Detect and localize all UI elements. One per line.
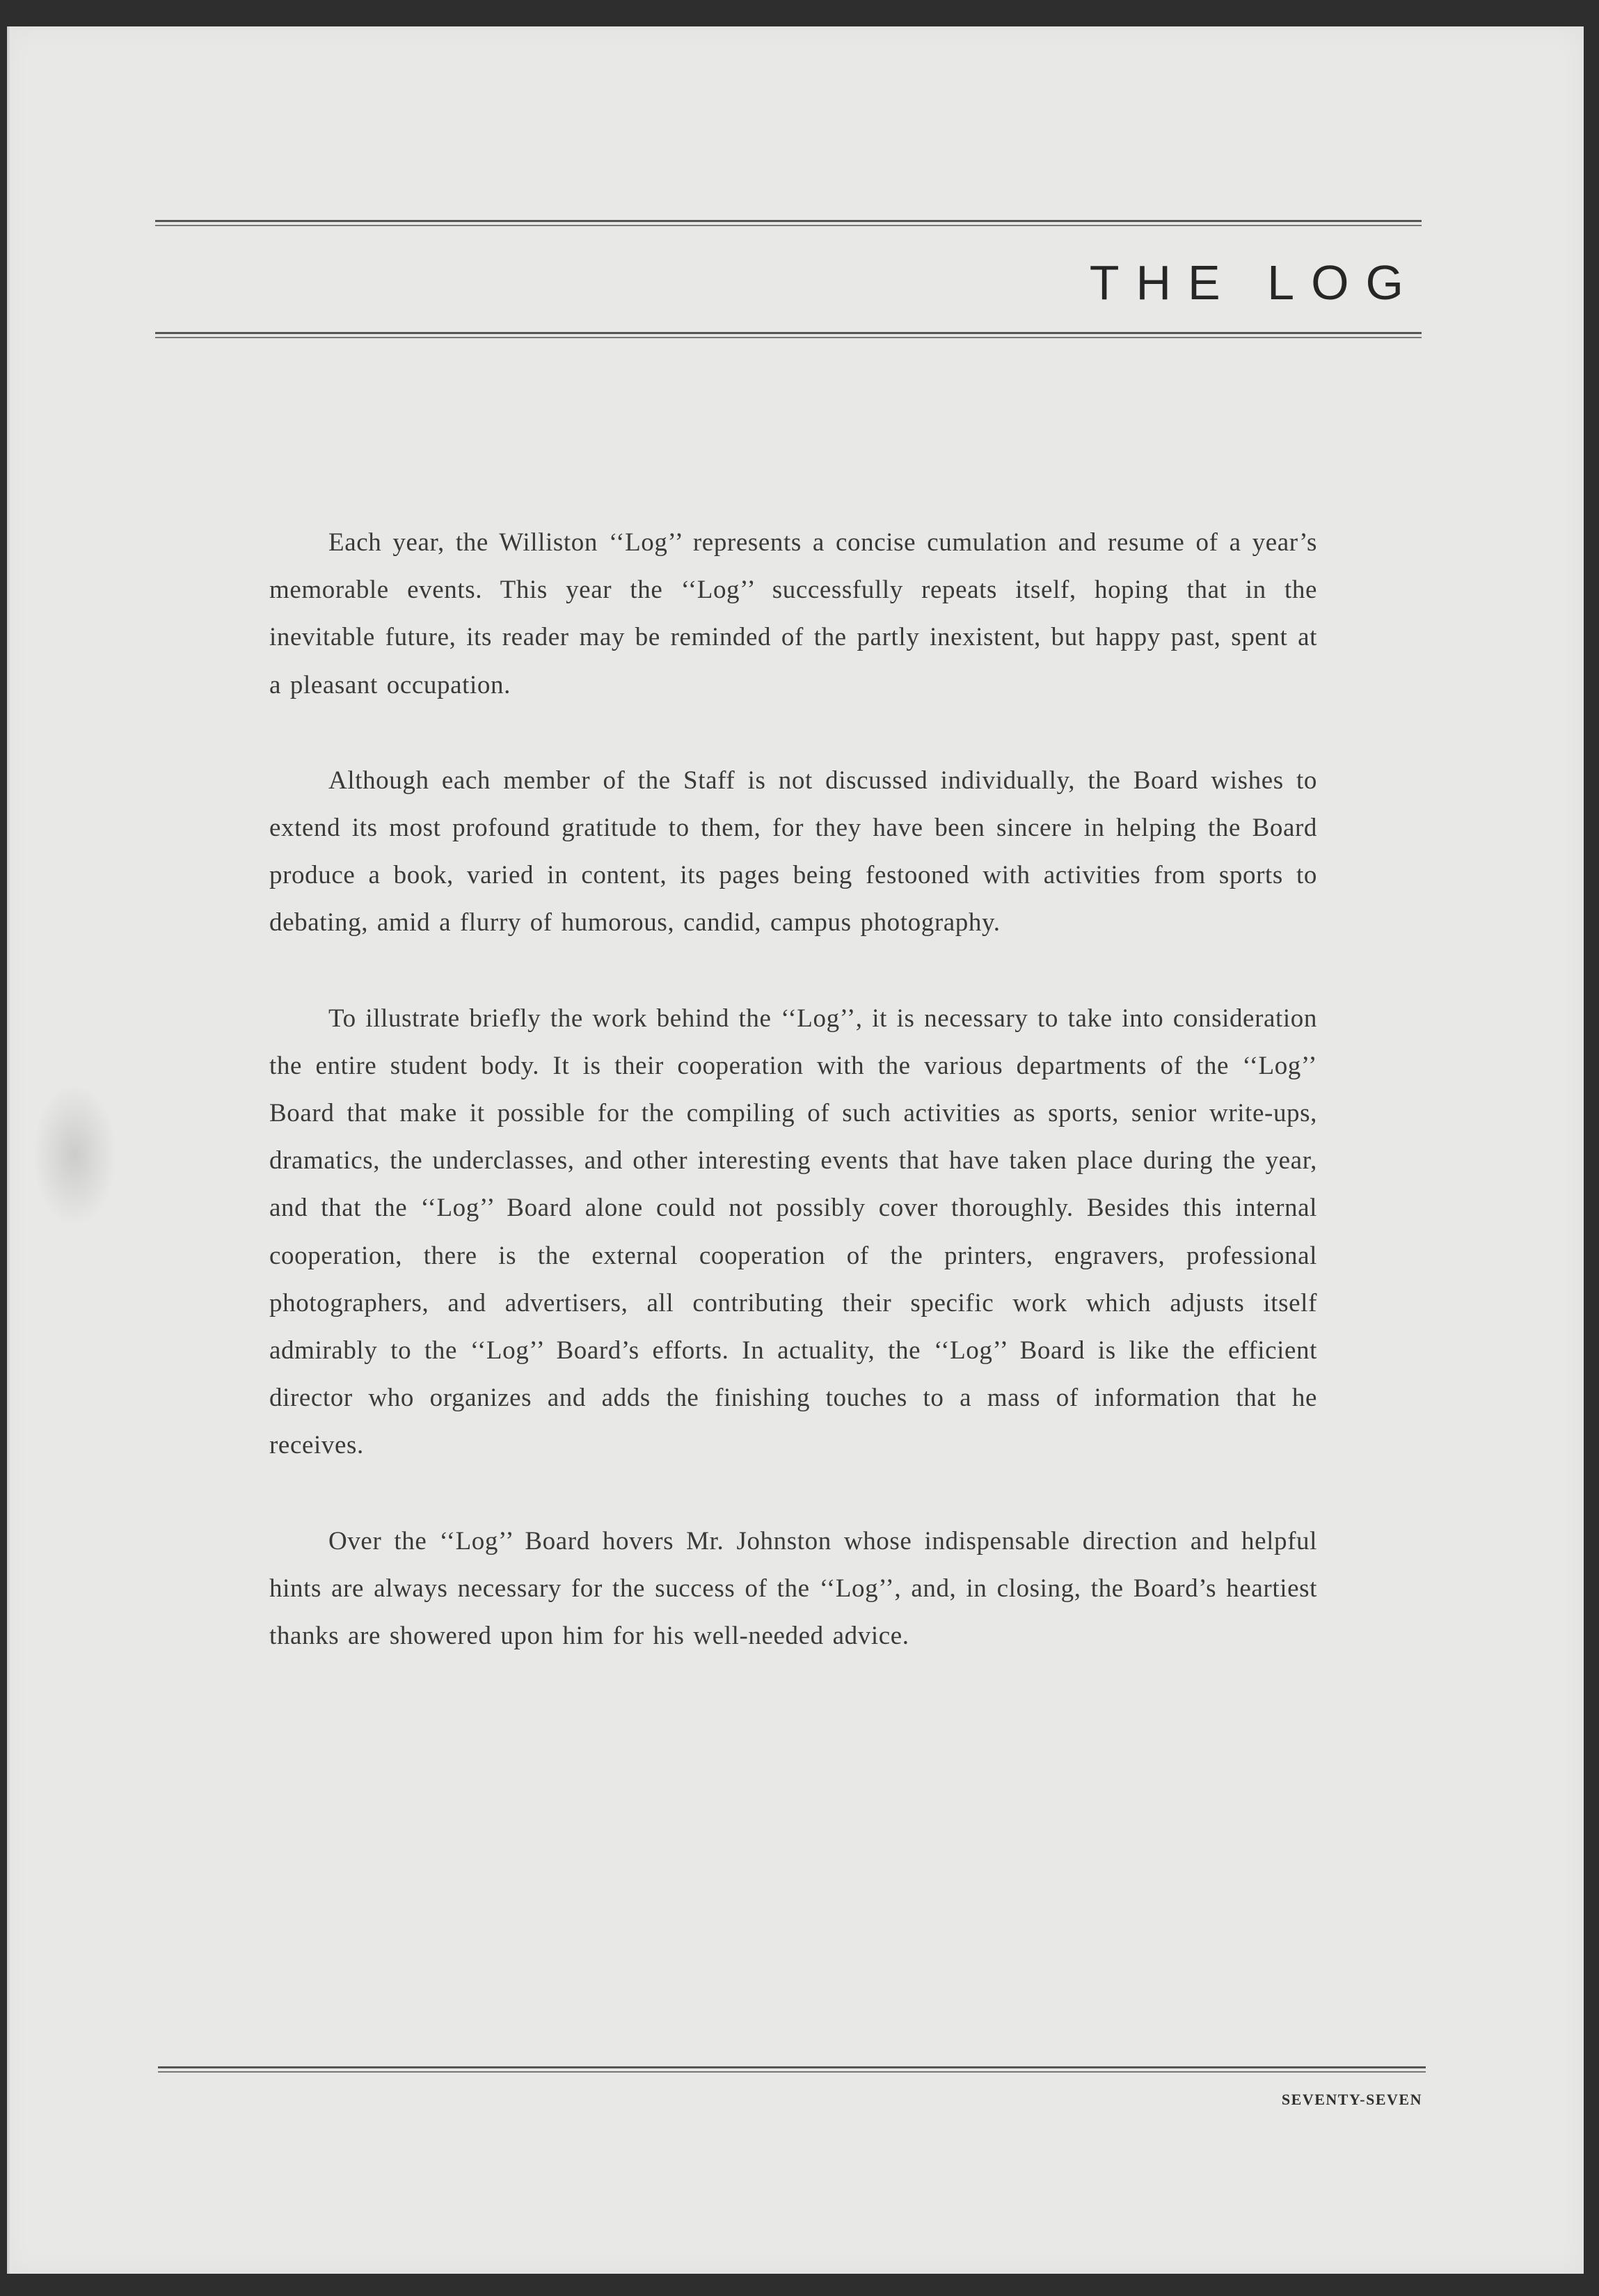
header-rule-bottom bbox=[155, 332, 1422, 338]
paragraph-2: Although each member of the Staff is not discussed individually, the Board wishes to extend its most profound gratitude to them, for they have been sincere in helping the Board produce a book, varied in content, its pages being festooned with activities from sports to debating, amid a flurry of humorous, candid, campus photography. bbox=[269, 766, 1317, 937]
footer-rule bbox=[158, 2066, 1426, 2073]
paragraph-1: Each year, the Williston ‘‘Log’’ represents a concise cumulation and resume of a year’s memorable events. This year the ‘‘Log’’ successfully repeats itself, hoping that in the inevitable future, its reader may be reminded of the partly inexistent, but happy past, spent at a pleasant occupation. bbox=[269, 528, 1317, 699]
paragraph-4: Over the ‘‘Log’’ Board hovers Mr. Johnston whose indispensable direction and helpful hints are always necessary for the success of the ‘‘Log’’, and, in closing, the Board’s heartiest thanks are showered upon him for his well-needed advice. bbox=[269, 1526, 1317, 1651]
paragraph-3: To illustrate briefly the work behind the ‘‘Log’’, it is necessary to take into consideration the entire student body. It is their cooperation with the various departments of the ‘‘Log’’ Board that make it possible for the compiling of such activities as sports, senior write-ups, dramatics, the underclasses, and other interesting events that have taken place during the year, and that the ‘‘Log’’ Board alone could not possibly cover thoroughly. Besides this internal cooperation, there is the external cooperation of the printers, engravers, professional photographers, and advertisers, all contributing their specific work which adjusts itself admirably to the ‘‘Log’’ Board’s efforts. In actuality, the ‘‘Log’’ Board is like the efficient director who organizes and adds the finishing touches to a mass of information that he receives. bbox=[269, 1004, 1317, 1460]
article-body bbox=[269, 519, 1317, 1708]
book-page bbox=[7, 26, 1584, 2274]
header-rule-top bbox=[155, 220, 1422, 226]
page-title: THE LOG bbox=[1089, 255, 1420, 310]
page-number: SEVENTY-SEVEN bbox=[1281, 2091, 1422, 2108]
page-binding-edge bbox=[7, 26, 11, 2274]
paper-stain bbox=[33, 1086, 116, 1225]
